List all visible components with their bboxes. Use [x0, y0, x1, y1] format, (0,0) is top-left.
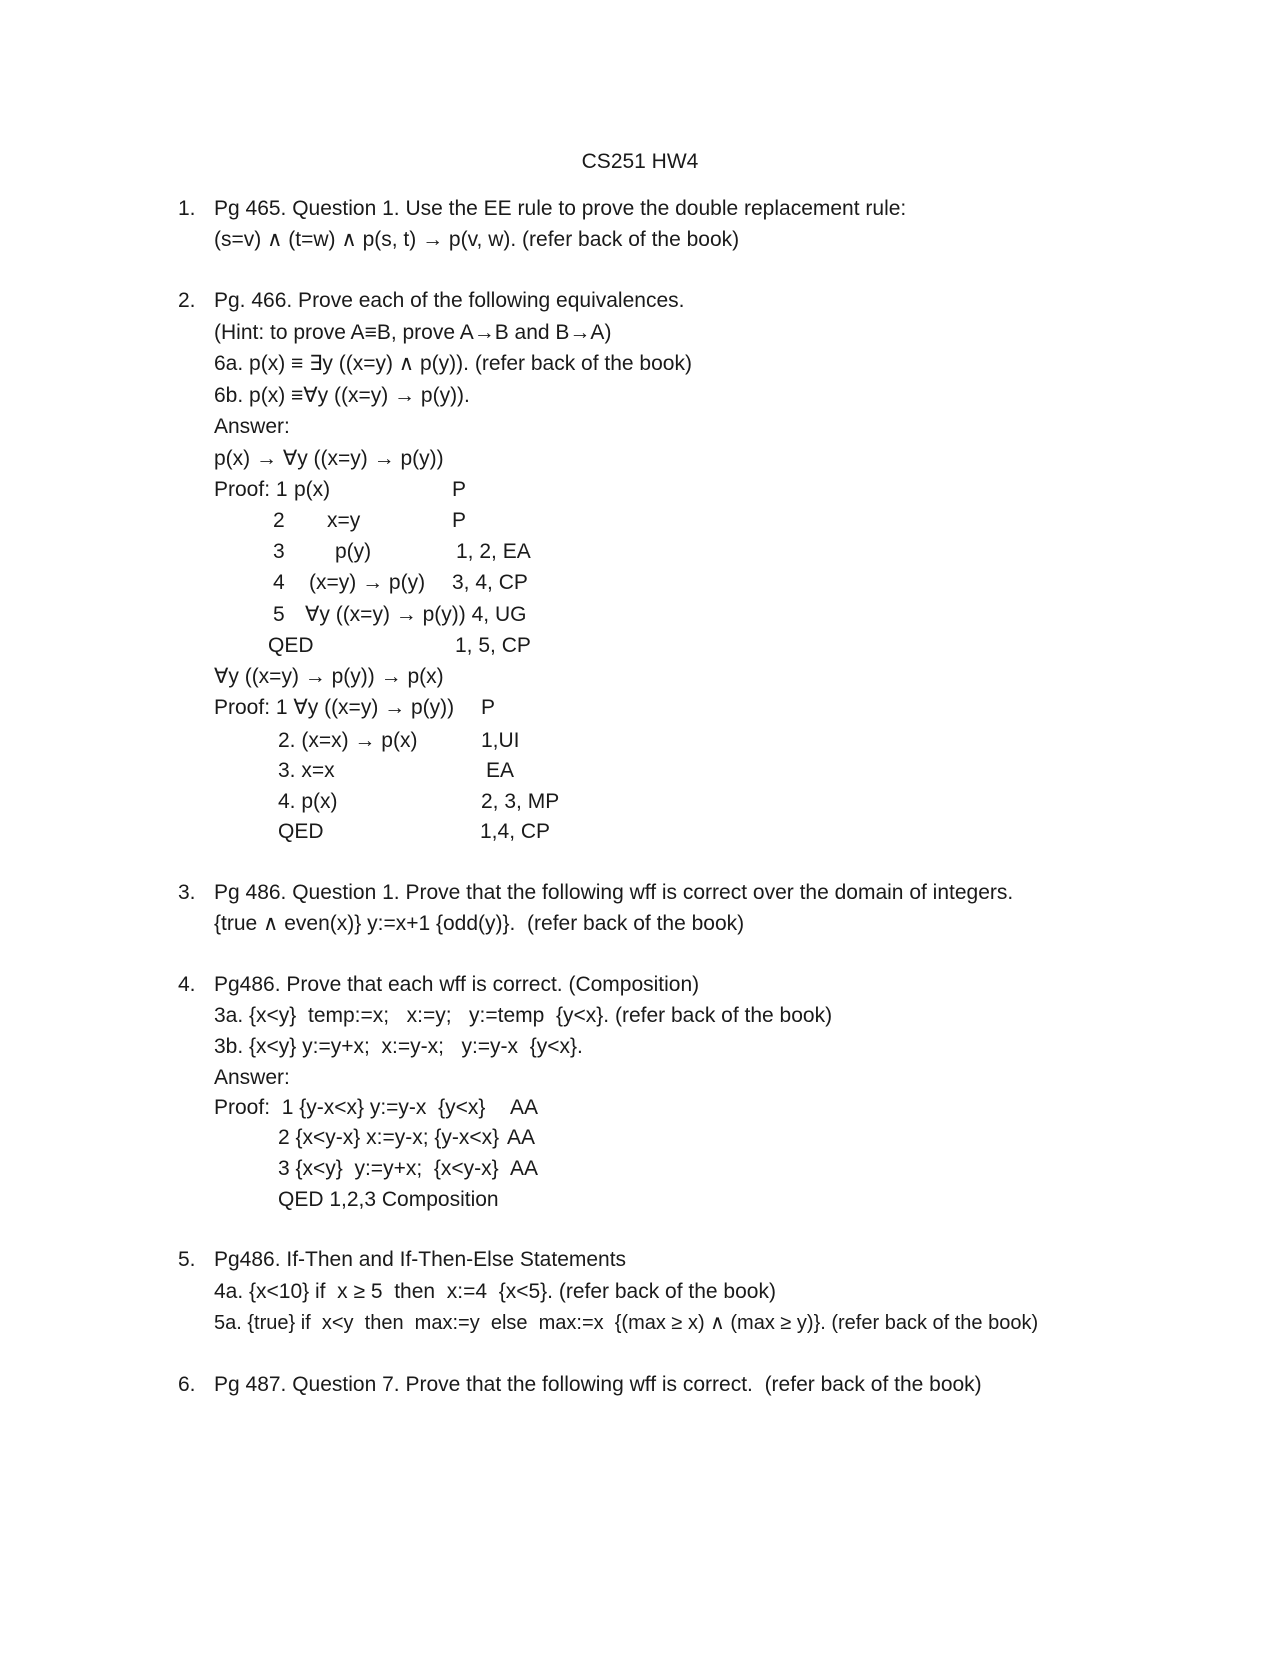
proof-1-expr: p(y) — [335, 540, 372, 563]
proof-3-expr: QED 1,2,3 Composition — [278, 1188, 499, 1211]
question-2-part-a: 6a. p(x) ≡ ∃y ((x=y) ∧ p(y)). (refer back of the book) — [214, 352, 692, 375]
question-4-part-b: 3b. {x<y} y:=y+x; x:=y-x; y:=y-x {y<x}. — [214, 1035, 583, 1058]
proof-2-reason: EA — [486, 759, 515, 782]
proof-1-heading: p(x) → ∀y ((x=y) → p(y)) — [214, 447, 444, 470]
proof-1-step-label: 3 — [273, 540, 285, 563]
proof-1-step-label: 2 — [273, 509, 285, 532]
proof-3-expr: Proof: 1 {y-x<x} y:=y-x {y<x} — [214, 1096, 486, 1119]
proof-1-reason: P — [452, 509, 467, 532]
proof-1-expr: (x=y) → p(y) — [309, 571, 426, 594]
question-5-text: Pg486. If-Then and If-Then-Else Statements — [214, 1248, 627, 1271]
question-4-part-a: 3a. {x<y} temp:=x; x:=y; y:=temp {y<x}. (refer back of the book) — [214, 1004, 833, 1027]
question-4-number: 4. — [178, 973, 196, 996]
proof-2-expr: 4. p(x) — [278, 790, 338, 813]
question-2-number: 2. — [178, 289, 196, 312]
question-3-number: 3. — [178, 881, 196, 904]
proof-1-expr: x=y — [327, 509, 361, 532]
question-2-hint: (Hint: to prove A≡B, prove A→B and B→A) — [214, 321, 612, 344]
question-2-text: Pg. 466. Prove each of the following equivalences. — [214, 289, 685, 312]
question-5-part-b: 5a. {true} if x<y then max:=y else max:=x {(max ≥ x) ∧ (max ≥ y)}. (refer back of the book) — [214, 1312, 1039, 1334]
proof-2-reason: P — [481, 696, 496, 719]
proof-3-expr: 3 {x<y} y:=y+x; {x<y-x} — [278, 1157, 499, 1180]
question-5-part-a: 4a. {x<10} if x ≥ 5 then x:=4 {x<5}. (refer back of the book) — [214, 1280, 776, 1303]
question-3-formula: {true ∧ even(x)} y:=x+1 {odd(y)}. (refer back of the book) — [214, 912, 745, 935]
question-4-answer-label: Answer: — [214, 1066, 290, 1089]
proof-1-step-label: Proof: 1 — [214, 478, 288, 501]
proof-2-expr: Proof: 1 ∀y ((x=y) → p(y)) — [214, 696, 455, 719]
question-1-formula: (s=v) ∧ (t=w) ∧ p(s, t) → p(v, w). (refer back of the book) — [214, 228, 740, 251]
proof-2-expr: QED — [278, 820, 324, 843]
question-6-text: Pg 487. Question 7. Prove that the following wff is correct. (refer back of the book) — [214, 1373, 982, 1396]
question-1-text: Pg 465. Question 1. Use the EE rule to prove the double replacement rule: — [214, 197, 907, 220]
proof-2-expr: 3. x=x — [278, 759, 335, 782]
proof-2-expr: 2. (x=x) → p(x) — [278, 729, 418, 752]
proof-1-step-label: 5 — [273, 603, 285, 626]
question-6-number: 6. — [178, 1373, 196, 1396]
proof-2-reason: 2, 3, MP — [481, 790, 560, 813]
question-5-number: 5. — [178, 1248, 196, 1271]
proof-1-reason: 1, 5, CP — [455, 634, 531, 657]
proof-3-reason: AA — [510, 1157, 539, 1180]
question-2-part-b: 6b. p(x) ≡∀y ((x=y) → p(y)). — [214, 384, 470, 407]
proof-1-reason: 1, 2, EA — [456, 540, 531, 563]
proof-1-step-label: 4 — [273, 571, 285, 594]
proof-1-step-label: QED — [268, 634, 314, 657]
question-4-text: Pg486. Prove that each wff is correct. (Composition) — [214, 973, 700, 996]
question-1-number: 1. — [178, 197, 196, 220]
proof-2-reason: 1,UI — [481, 729, 520, 752]
question-3-text: Pg 486. Question 1. Prove that the following wff is correct over the domain of integers. — [214, 881, 1014, 904]
proof-1-reason: 3, 4, CP — [452, 571, 528, 594]
proof-3-reason: AA — [507, 1126, 536, 1149]
question-2-answer-label: Answer: — [214, 415, 290, 438]
proof-2-heading: ∀y ((x=y) → p(y)) → p(x) — [214, 665, 444, 688]
proof-2-reason: 1,4, CP — [480, 820, 551, 843]
proof-1-expr: ∀y ((x=y) → p(y)) 4, UG — [305, 603, 527, 626]
page-title: CS251 HW4 — [581, 150, 699, 173]
proof-1-expr: p(x) — [294, 478, 331, 501]
proof-3-expr: 2 {x<y-x} x:=y-x; {y-x<x} — [278, 1126, 500, 1149]
proof-3-reason: AA — [510, 1096, 539, 1119]
proof-1-reason: P — [452, 478, 467, 501]
